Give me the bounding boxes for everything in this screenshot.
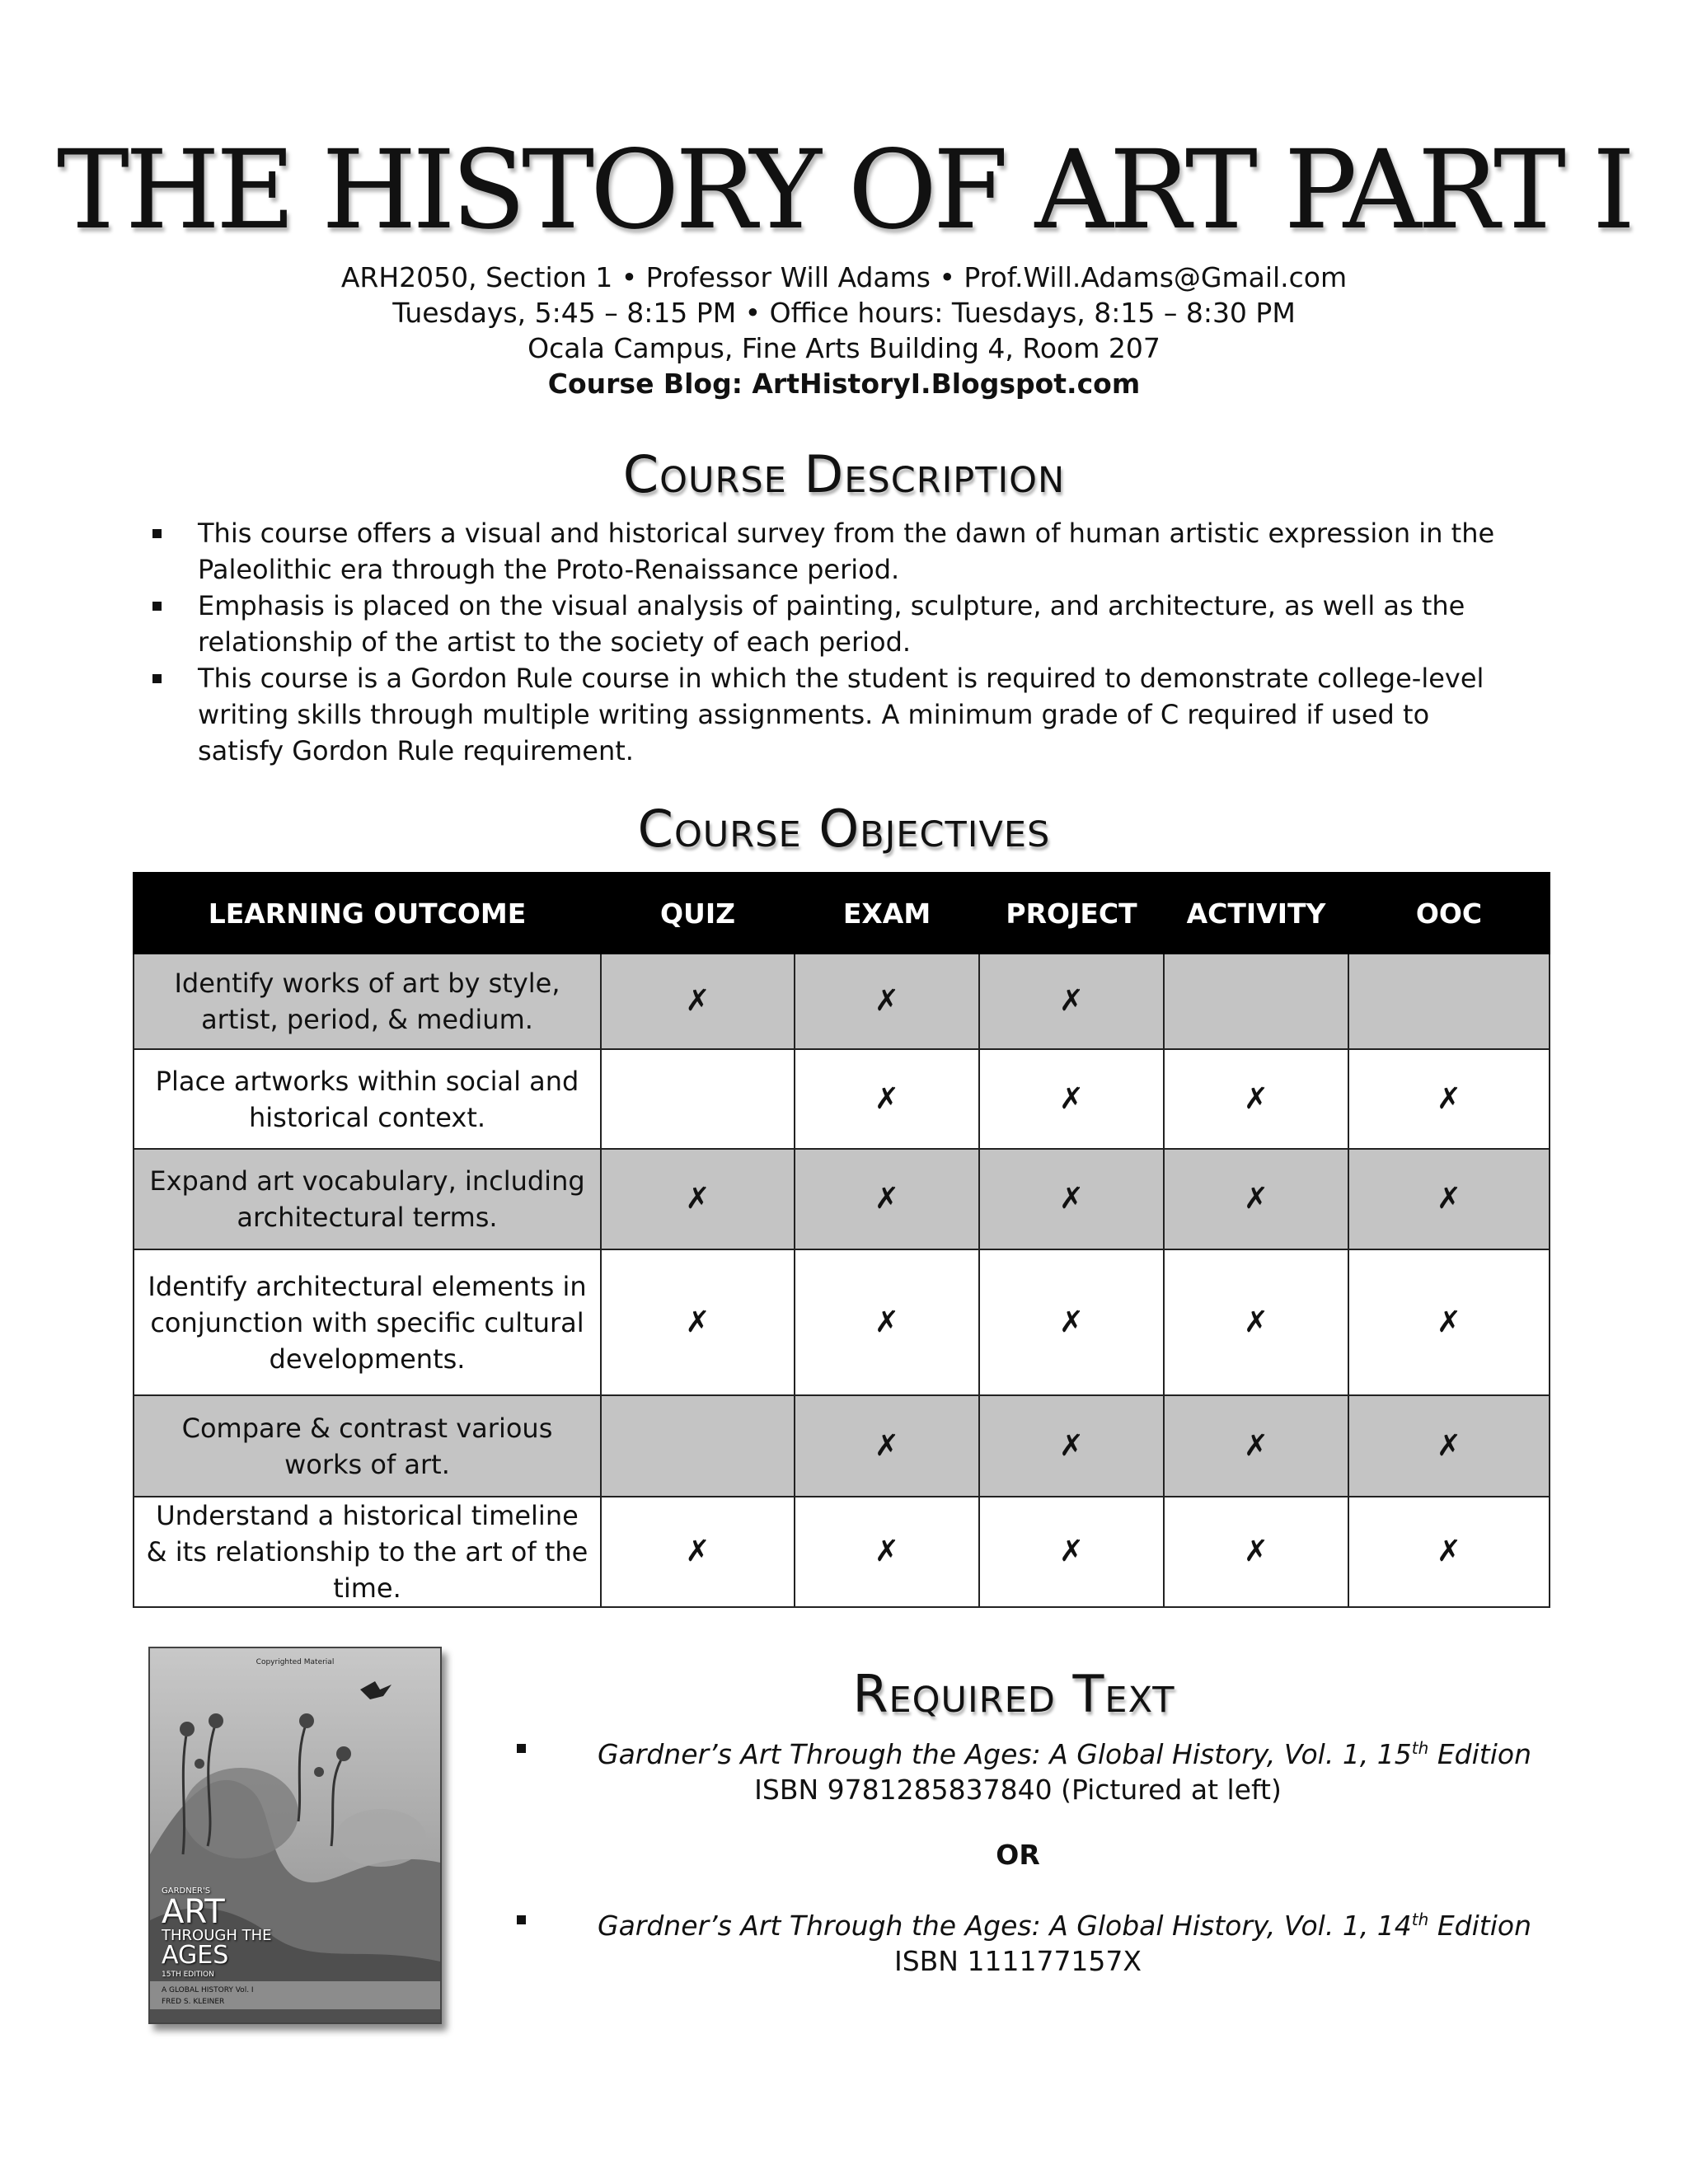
book-isbn: ISBN 111177157X <box>893 1945 1142 1977</box>
exam-mark: ✗ <box>795 1249 979 1395</box>
column-header-project: PROJECT <box>979 873 1164 954</box>
outcome-cell: Identify works of art by style, artist, period, & medium. <box>134 954 601 1049</box>
course-info-line: ARH2050, Section 1 • Professor Will Adams • Prof.Will.Adams@Gmail.com <box>340 261 1348 293</box>
description-item <box>152 515 1504 588</box>
required-book-item <box>507 1731 1529 1807</box>
textbook-cover-image <box>148 1647 442 2024</box>
course-blog-line: Course Blog: ArtHistoryI.Blogspot.com <box>547 368 1141 400</box>
column-header-activity: ACTIVITY <box>1164 873 1348 954</box>
edition-ordinal: th <box>1411 1910 1429 1929</box>
required-text-list <box>507 1731 1529 1979</box>
required-book-item <box>507 1902 1529 1979</box>
required-text-heading: Required Text <box>852 1664 1175 1724</box>
cover-title <box>162 1887 285 1979</box>
outcome-cell: Identify architectural elements in conjunction with specific cultural developments. <box>134 1249 601 1395</box>
project-mark: ✗ <box>979 1497 1164 1607</box>
objectives-table <box>133 872 1550 1608</box>
outcome-cell: Expand art vocabulary, including architectural terms. <box>134 1149 601 1249</box>
course-location-line: Ocala Campus, Fine Arts Building 4, Room 207 <box>528 332 1160 364</box>
activity-mark <box>1164 954 1348 1049</box>
project-mark: ✗ <box>979 954 1164 1049</box>
book-title-text: Gardner’s Art Through the Ages: A Global History, Vol. 1, 15 <box>598 1738 1412 1770</box>
page-title: THE HISTORY OF ART PART I <box>56 127 1632 254</box>
cover-title-through: THROUGH THE <box>162 1927 272 1944</box>
book-isbn: ISBN 9781285837840 (Pictured at left) <box>754 1774 1282 1806</box>
activity-mark: ✗ <box>1164 1395 1348 1497</box>
column-header-exam: EXAM <box>795 873 979 954</box>
ooc-mark: ✗ <box>1348 1497 1550 1607</box>
book-title <box>507 1731 1529 1772</box>
table-row <box>134 1395 1550 1497</box>
square-bullet-icon <box>152 529 162 538</box>
exam-mark: ✗ <box>795 1149 979 1249</box>
course-objectives-heading: Course Objectives <box>637 799 1051 859</box>
exam-mark: ✗ <box>795 954 979 1049</box>
column-header-quiz: QUIZ <box>601 873 795 954</box>
ooc-mark: ✗ <box>1348 1395 1550 1497</box>
cover-author: FRED S. KLEINER <box>162 1998 225 2006</box>
course-schedule-line: Tuesdays, 5:45 – 8:15 PM • Office hours: Tuesdays, 8:15 – 8:30 PM <box>392 297 1296 329</box>
activity-mark: ✗ <box>1164 1497 1348 1607</box>
table-row <box>134 1049 1550 1149</box>
activity-mark: ✗ <box>1164 1149 1348 1249</box>
square-bullet-icon <box>152 674 162 683</box>
cover-copyright-text: Copyrighted Material <box>256 1658 335 1666</box>
cover-title-art: ART <box>162 1893 225 1931</box>
project-mark: ✗ <box>979 1249 1164 1395</box>
outcome-cell: Compare & contrast various works of art. <box>134 1395 601 1497</box>
book-title-text: Gardner’s Art Through the Ages: A Global History, Vol. 1, 14 <box>598 1910 1412 1942</box>
description-item <box>152 588 1504 660</box>
description-text: This course offers a visual and historical survey from the dawn of human artistic expression in the Paleolithic era through the Proto-Renaissance period. <box>198 518 1495 585</box>
outcome-cell: Place artworks within social and historical context. <box>134 1049 601 1149</box>
column-header-ooc: OOC <box>1348 873 1550 954</box>
column-header-learning-outcome: LEARNING OUTCOME <box>134 873 601 954</box>
project-mark: ✗ <box>979 1395 1164 1497</box>
exam-mark: ✗ <box>795 1497 979 1607</box>
ooc-mark: ✗ <box>1348 1149 1550 1249</box>
ooc-mark <box>1348 954 1550 1049</box>
table-header-row <box>134 873 1550 954</box>
description-text: This course is a Gordon Rule course in which the student is required to demonstrate college-level writing skills through multiple writing assignments. A minimum grade of C required if used to satisfy Gordon Rule requirement. <box>198 663 1484 766</box>
edition-suffix: Edition <box>1428 1910 1531 1942</box>
edition-suffix: Edition <box>1428 1738 1531 1770</box>
square-bullet-icon <box>517 1744 526 1753</box>
course-info <box>0 260 1688 401</box>
outcome-cell: Understand a historical timeline & its relationship to the art of the time. <box>134 1497 601 1607</box>
cover-title-ages: AGES <box>162 1941 229 1970</box>
project-mark: ✗ <box>979 1149 1164 1249</box>
ooc-mark: ✗ <box>1348 1249 1550 1395</box>
course-description-heading: Course Description <box>622 444 1066 504</box>
quiz-mark <box>601 1395 795 1497</box>
activity-mark: ✗ <box>1164 1249 1348 1395</box>
cover-edition: 15TH EDITION <box>162 1971 214 1979</box>
project-mark: ✗ <box>979 1049 1164 1149</box>
quiz-mark: ✗ <box>601 1249 795 1395</box>
exam-mark: ✗ <box>795 1049 979 1149</box>
description-text: Emphasis is placed on the visual analysis of painting, sculpture, and architecture, as well as the relationship of the artist to the society of each period. <box>198 590 1465 658</box>
book-title <box>507 1902 1529 1943</box>
edition-ordinal: th <box>1411 1738 1429 1758</box>
table-row <box>134 1497 1550 1607</box>
cover-subtitle: A GLOBAL HISTORY Vol. I <box>162 1986 254 1994</box>
quiz-mark: ✗ <box>601 1497 795 1607</box>
square-bullet-icon <box>517 1915 526 1924</box>
description-item <box>152 660 1504 769</box>
quiz-mark <box>601 1049 795 1149</box>
table-row <box>134 1249 1550 1395</box>
ooc-mark: ✗ <box>1348 1049 1550 1149</box>
course-description-list <box>152 515 1504 769</box>
table-row <box>134 954 1550 1049</box>
activity-mark: ✗ <box>1164 1049 1348 1149</box>
cover-title-gardners: GARDNER'S <box>162 1886 211 1896</box>
quiz-mark: ✗ <box>601 1149 795 1249</box>
table-row <box>134 1149 1550 1249</box>
or-separator: OR <box>996 1839 1040 1871</box>
exam-mark: ✗ <box>795 1395 979 1497</box>
quiz-mark: ✗ <box>601 954 795 1049</box>
square-bullet-icon <box>152 602 162 611</box>
